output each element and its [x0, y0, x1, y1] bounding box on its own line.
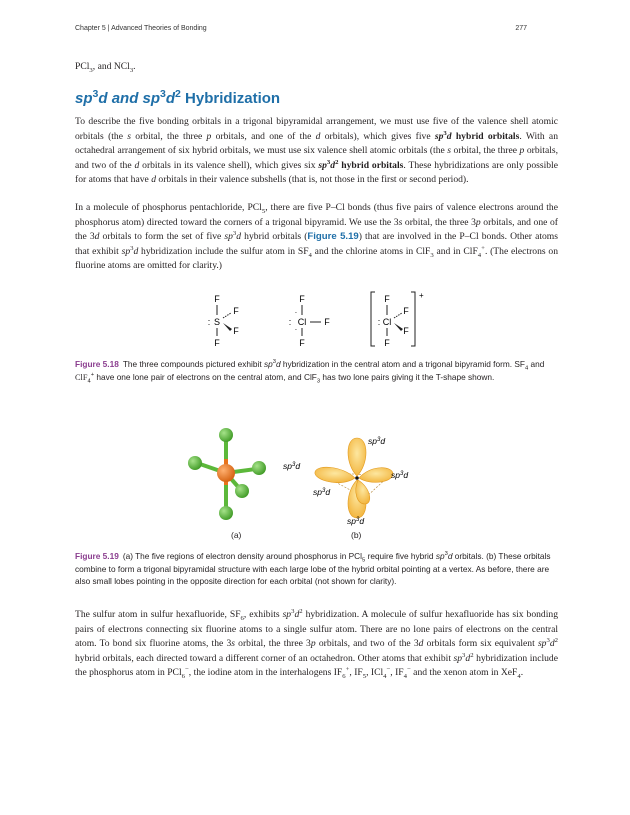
figure-5-19a-pcl5-model	[180, 425, 270, 525]
figure-5-19-caption: Figure 5.19 (a) The five regions of electron density around phosphorus in PCl$_5$ require five hybrid $sp^3d$ orbitals. (b) These orbitals combine to form a trigonal bipyramidal structure with each large lobe of the hybrid orbital pointing at a vertex. As before, there are also small lobes pointing in the opposite direction for each orbital (not shown for clarity).	[75, 551, 551, 586]
chlorine-atom-top	[219, 428, 233, 442]
paragraph-pcl5: In a molecule of phosphorus pentachloride, PCl$_5$, there are five P–Cl bonds (thus five pairs of valence electrons around the phosphorus atom) directed toward the corners of a trigonal bipyramid. We use the 3s orbital, the three 3p orbitals, and one of the 3d orbitals to form the set of five $sp^3d$ hybrid orbitals (Figure 5.19) that are involved in the P–Cl bonds. Other atoms that exhibit $sp^3d$ hybridization include the sulfur atom in $SF_4$ and the chlorine atoms in ClF$_3$ and in ClF$_4$+. (The electrons on fluorine atoms are omitted for clarity.)	[75, 202, 558, 271]
sf4-central-atom: S	[213, 317, 221, 327]
svg-text:·: ·	[294, 325, 298, 334]
chlorine-atom-left	[188, 456, 202, 470]
figure-5-19-link[interactable]: Figure 5.19	[307, 231, 359, 242]
sf4-f-back: F	[233, 306, 239, 316]
figure-5-19b-hybrid-orbitals	[280, 432, 430, 532]
svg-text::: :	[377, 317, 381, 327]
paragraph-hybrid-orbitals: To describe the five bonding orbitals in a trigonal bipyramidal arrangement, we must use five of the valence shell atomic orbitals (the s orbital, the three p orbitals, and one of the d orbitals), which gives five $sp^3d$ hybrid orbitals. With an octahedral arrangement of six hybrid orbitals, we must use six valence shell atomic orbitals (the s orbital, the three p orbitals, and two of the d orbitals in its valence shell), which gives six $sp^3d^2$ hybrid orbitals. These hybridizations are only possible for atoms that have d orbitals in their valence subshells (that is, not those in the first or second period).	[75, 116, 559, 185]
figure-5-18-caption: Figure 5.18 The three compounds pictured exhibit $sp^3d$ hybridization in the central atom and a trigonal bipyramid form. $SF_4$ and ClF$_4$+ have one lone pair of electrons on the central atom, and ClF$_3$ has two lone pairs giving it the T-shape shown.	[75, 359, 545, 385]
clf4-plus-structure	[371, 291, 424, 348]
lobe-top	[348, 438, 366, 476]
clf4-f-bottom: F	[384, 338, 390, 348]
central-nucleus	[355, 476, 359, 480]
sf4-structure	[208, 294, 240, 348]
chlorine-atom-right	[252, 461, 266, 475]
intro-fragment: PCl$_3$, and NCl$_3$.	[75, 61, 136, 74]
page-number: 277	[515, 25, 527, 32]
clf3-structure	[289, 294, 331, 348]
figure-5-19-label-b: (b)	[351, 530, 362, 540]
svg-text::: :	[207, 317, 211, 327]
clf3-f-top: F	[299, 294, 305, 304]
clf4-central-atom: Cl	[382, 317, 392, 327]
sf4-f-front: F	[233, 326, 239, 336]
lobe-left	[315, 467, 355, 482]
clf3-f-bottom: F	[299, 338, 305, 348]
paragraph-sf6: The sulfur atom in sulfur hexafluoride, $SF_6$, exhibits $sp^3d^2$ hybridization. A molecule of sulfur hexafluoride has six bonding pairs of electrons connecting six fluorine atoms to a single sulfur atom. There are no lone pairs of electrons on the central atom. To bond six fluorine atoms, the 3s orbital, the three 3p orbitals, and two of the 3d orbitals form six equivalent $sp^3d^2$ hybrid orbitals, each directed toward a different corner of an octahedron. Other atoms that exhibit $sp^3d^2$ hybridization include the phosphorus atom in PCl$_6$−, the iodine atom in the interhalogens $IF_6^+$, $IF_5$, ICl$_4$−, $IF_4^-$ and the xenon atom in XeF$_4$.	[75, 607, 558, 680]
clf4-f-back: F	[403, 306, 409, 316]
orbital-label-bottom: $sp^3d$	[347, 516, 365, 526]
sf4-f-top: F	[214, 294, 220, 304]
page-header	[75, 25, 527, 37]
clf4-f-front: F	[403, 326, 409, 336]
clf3-f-right: F	[324, 317, 330, 327]
chapter-title: Chapter 5 | Advanced Theories of Bonding	[75, 25, 207, 32]
chlorine-atom-front	[235, 484, 249, 498]
chlorine-atom-bottom	[219, 506, 233, 520]
orbital-label-front: $sp^3d$	[313, 487, 331, 497]
clf4-f-top: F	[384, 294, 390, 304]
svg-text::: :	[288, 317, 292, 327]
clf4-charge: +	[419, 291, 424, 300]
phosphorus-atom	[217, 464, 235, 482]
figure-5-18-structures	[190, 288, 440, 348]
orbital-label-top: $sp^3d$	[368, 436, 386, 446]
orbital-label-left: $sp^3d$	[283, 461, 301, 471]
clf3-central-atom: Cl	[297, 317, 307, 327]
sf4-f-bottom: F	[214, 338, 220, 348]
orbital-label-right: $sp^3d$	[391, 470, 409, 480]
lobe-right	[359, 468, 393, 483]
svg-text:·: ·	[294, 308, 298, 317]
section-title: $sp^3d$ and $sp^3d^2$ Hybridization	[75, 88, 281, 107]
figure-5-19-label-a: (a)	[231, 530, 242, 540]
